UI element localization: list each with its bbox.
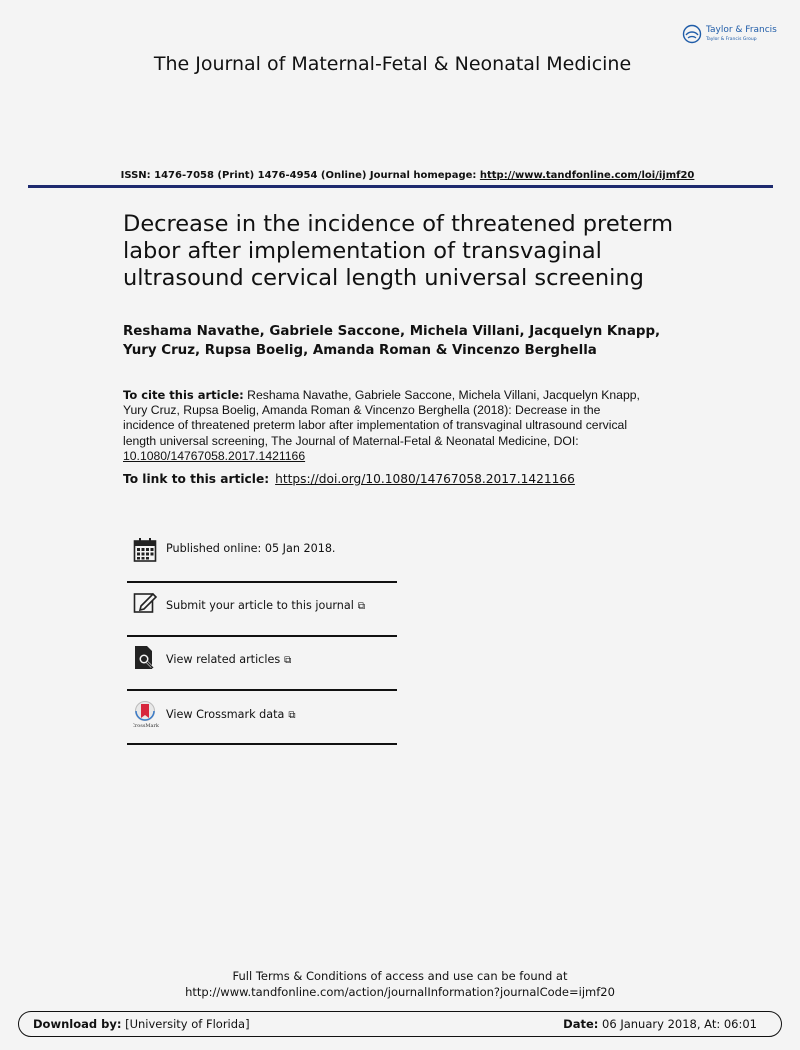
article-title-line: labor after implementation of transvaginal	[123, 238, 602, 264]
download-by	[33, 1017, 250, 1031]
article-authors: Reshama Navathe, Gabriele Saccone, Michela Villani, Jacquelyn Knapp, Yury Cruz, Rupsa Boelig, Amanda Roman & Vincenzo Berghella	[123, 324, 661, 358]
divider	[127, 635, 397, 637]
divider	[127, 743, 397, 745]
article-link-line	[123, 472, 575, 486]
related-articles-link[interactable]	[166, 653, 291, 666]
divider	[127, 689, 397, 691]
submit-article-link[interactable]	[166, 599, 365, 612]
crossmark-icon	[133, 700, 157, 726]
download-by-label: Download by:	[33, 1017, 122, 1031]
related-articles-row[interactable]	[127, 645, 397, 699]
published-online-text: Published online: 05 Jan 2018.	[166, 542, 336, 555]
download-date	[563, 1017, 757, 1031]
crossmark-label: View Crossmark data	[166, 708, 285, 721]
terms-url[interactable]: http://www.tandfonline.com/action/journalInformation?journalCode=ijmf20	[185, 985, 615, 999]
published-online-row	[127, 537, 397, 591]
article-title-line: Decrease in the incidence of threatened preterm	[123, 211, 674, 237]
journal-homepage-link[interactable]: http://www.tandfonline.com/loi/ijmf20	[479, 170, 695, 181]
crossmark-caption: CrossMark	[133, 723, 159, 728]
divider	[127, 581, 397, 583]
external-link-icon: ⧉	[284, 655, 292, 666]
article-link-label: To link to this article:	[123, 472, 270, 486]
article-doi-url[interactable]: https://doi.org/10.1080/14767058.2017.1421166	[275, 472, 575, 486]
external-link-icon: ⧉	[288, 710, 296, 721]
terms-block	[0, 968, 800, 1000]
terms-line: Full Terms & Conditions of access and use can be found at	[232, 969, 568, 983]
external-link-icon: ⧉	[357, 601, 366, 612]
related-articles-label: View related articles	[166, 653, 281, 666]
crossmark-link[interactable]	[166, 708, 296, 721]
publisher-name: Taylor & Francis	[706, 25, 777, 35]
download-bar	[18, 1011, 782, 1037]
citation-text: Reshama Navathe, Gabriele Saccone, Michela Villani, Jacquelyn Knapp, Yury Cruz, Rupsa Boelig, Amanda Roman & Vincenzo Berghella (2018): Decrease in the incidence of threatened preterm labor after implementation of transvaginal ultrasound cervical length universal screening, The Journal of Maternal-Fetal & Neonatal Medicine, DOI:	[123, 388, 640, 448]
issn-line	[0, 170, 800, 181]
journal-title: The Journal of Maternal-Fetal & Neonatal Medicine	[153, 53, 632, 75]
citation-label: To cite this article:	[123, 388, 244, 402]
submit-article-label: Submit your article to this journal	[166, 599, 354, 612]
download-date-label: Date:	[563, 1017, 599, 1031]
crossmark-row[interactable]	[127, 700, 397, 754]
download-by-value: [University of Florida]	[121, 1017, 250, 1031]
issn-text: ISSN: 1476-7058 (Print) 1476-4954 (Online) Journal homepage:	[120, 170, 480, 181]
article-title	[123, 211, 703, 292]
edit-icon	[133, 590, 157, 616]
document-search-icon	[133, 645, 157, 671]
publisher-group: Taylor & Francis Group	[706, 37, 757, 42]
citation-doi-link[interactable]: 10.1080/14767058.2017.1421166	[123, 448, 306, 463]
header-rule	[28, 185, 773, 188]
taylor-francis-logo-icon	[682, 24, 702, 44]
download-date-value: 06 January 2018, At: 06:01	[598, 1017, 757, 1031]
publisher-logo[interactable]	[682, 22, 782, 48]
calendar-icon	[133, 537, 157, 563]
citation-block	[123, 388, 653, 464]
article-title-line: ultrasound cervical length universal screening	[123, 265, 644, 291]
